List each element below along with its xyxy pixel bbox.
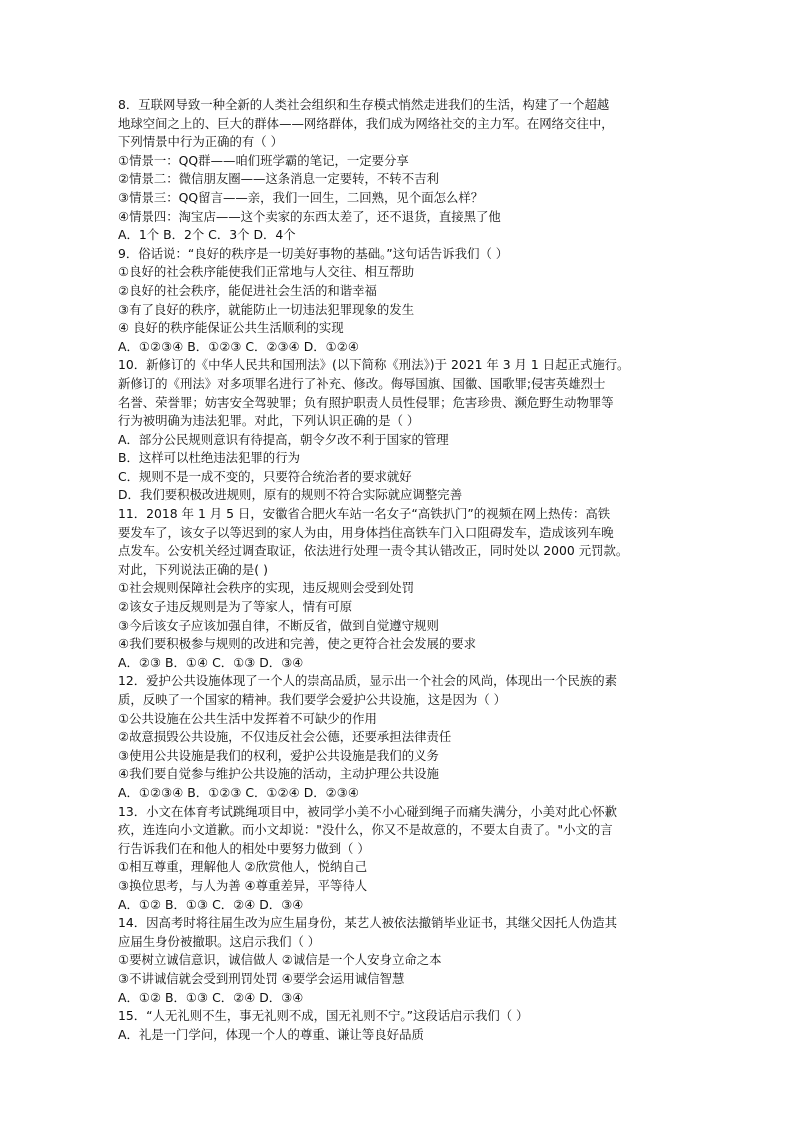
q12-option-3: ③使用公共设施是我们的权利，爱护公共设施是我们的义务	[118, 747, 439, 763]
q10-line-2: 新修订的《刑法》对多项罪名进行了补充、修改。侮辱国旗、国徽、国歌罪;侵害英雄烈士	[118, 375, 606, 391]
q12-line-1: 12．爱护公共设施体现了一个人的崇高品质，显示出一个社会的风尚，体现出一个民族的素	[118, 673, 618, 689]
q11-line-1: 11．2018 年 1 月 5 日，安徽省合肥火车站一名女子“高铁扒门”的视频在网上热传：高铁	[118, 506, 611, 522]
q13-options-3-4: ③换位思考，与人为善 ④尊重差异，平等待人	[118, 877, 368, 893]
q11-option-2: ②该女子违反规则是为了等家人，情有可原	[118, 599, 353, 615]
q8-option-2: ②情景二：微信朋友圈——这条消息一定要转，不转不吉利	[118, 171, 439, 187]
q11-line-2: 要发车了，该女子以等迟到的家人为由，用身体挡住高铁车门入口阻碍发车，造成该列车晚	[118, 524, 614, 540]
q11-option-1: ①社会规则保障社会秩序的实现，违反规则会受到处罚	[118, 580, 415, 596]
q11-answers: A．②③ B．①④ C．①③ D．③④	[118, 654, 304, 670]
q13-line-3: 行告诉我们在和他人的相处中要努力做到（ ）	[118, 840, 370, 856]
q15-answer-a: A．礼是一门学问，体现一个人的尊重、谦让等良好品质	[118, 1026, 424, 1042]
q13-line-2: 疚，连连向小文道歉。而小文却说："没什么，你又不是故意的，不要太自责了。"小文的言	[118, 822, 613, 838]
q14-answers: A．①② B．①③ C．②④ D．③④	[118, 989, 304, 1005]
q8-line-1: 8．互联网导致一种全新的人类社会组织和生存模式悄然走进我们的生活，构建了一个超越	[118, 97, 610, 112]
q10-line-1: 10．新修订的《中华人民共和国刑法》(以下简称《刑法》)于 2021 年 3 月 1 日起正式施行。	[118, 357, 630, 373]
q10-answer-b: B．这样可以杜绝违法犯罪的行为	[118, 450, 300, 466]
q13-answers: A．①② B．①③ C．②④ D．③④	[118, 896, 304, 912]
q14-options-1-2: ①要树立诚信意识，诚信做人 ②诚信是一个人安身立命之本	[118, 952, 442, 968]
q15-line-1: 15．“人无礼则不生，事无礼则不成，国无礼则不宁。”这段话启示我们（ ）	[118, 1008, 529, 1024]
q13-options-1-2: ①相互尊重，理解他人 ②欣赏他人，悦纳自己	[118, 859, 368, 875]
q11-line-3: 点发车。公安机关经过调查取证，依法进行处理一责令其认错改正，同时处以 2000 元罚款。	[118, 543, 629, 559]
q9-option-4: ④ 良好的秩序能保证公共生活顺利的实现	[118, 320, 344, 336]
q9-line-1: 9．俗话说：“良好的秩序是一切美好事物的基础。”这句话告诉我们（ ）	[118, 245, 509, 261]
q10-answer-a: A．部分公民规则意识有待提高，朝令夕改不利于国家的管理	[118, 431, 449, 447]
q12-option-2: ②故意损毁公共设施，不仅违反社会公德，还要承担法律责任	[118, 729, 452, 745]
q13-line-1: 13．小文在体育考试跳绳项目中，被同学小美不小心碰到绳子而痛失满分，小美对此心怀歉	[118, 803, 618, 819]
exam-questions	[118, 96, 684, 1044]
q8-answers: A．1个 B．2个 C．3个 D．4个	[118, 227, 296, 243]
q12-option-4: ④我们要自觉参与维护公共设施的活动，主动护理公共设施	[118, 766, 439, 782]
q12-line-2: 质，反映了一个国家的精神。我们要学会爱护公共设施，这是因为（ ）	[118, 692, 507, 707]
q10-answer-d: D．我们要积极改进规则，原有的规则不符合实际就应调整完善	[118, 487, 463, 503]
q14-line-1: 14．因高考时将往届生改为应生届身份，某艺人被依法撤销毕业证书，其继父因托人伪造其	[118, 915, 618, 931]
q8-option-1: ①情景一：QQ群——咱们班学霸的笔记，一定要分享	[118, 152, 409, 168]
q10-line-4: 行为被明确为违法犯罪。对此，下列认识正确的是（ ）	[118, 413, 420, 429]
q8-line-3: 下列情景中行为正确的有（ ）	[118, 134, 284, 150]
q10-line-3: 名誉、荣誉罪；妨害安全驾驶罪；负有照护职责人员性侵罪；危害珍贵、濒危野生动物罪等	[118, 394, 614, 410]
q11-option-3: ③今后该女子应该加强自律，不断反省，做到自觉遵守规则	[118, 617, 439, 633]
q10-answer-c: C．规则不是一成不变的，只要符合统治者的要求就好	[118, 468, 412, 484]
q9-option-3: ③有了良好的秩序，就能防止一切违法犯罪现象的发生	[118, 301, 415, 317]
q14-line-2: 应届生身份被撤职。这启示我们（ ）	[118, 933, 321, 949]
q11-option-4: ④我们要积极参与规则的改进和完善，使之更符合社会发展的要求	[118, 636, 477, 652]
q9-answers: A．①②③④ B．①②③ C．②③④ D．①②④	[118, 338, 359, 354]
q9-option-2: ②良好的社会秩序，能促进社会生活的和谐幸福	[118, 282, 377, 298]
q12-answers: A．①②③④ B．①②③ C．①②④ D．②③④	[118, 784, 359, 800]
q9-option-1: ①良好的社会秩序能使我们正常地与人交往、相互帮助	[118, 264, 415, 280]
q12-option-1: ①公共设施在公共生活中发挥着不可缺少的作用	[118, 710, 377, 726]
q8-option-4: ④情景四：淘宝店——这个卖家的东西太差了，还不退货，直接黑了他	[118, 208, 501, 224]
q14-options-3-4: ③不讲诚信就会受到刑罚处罚 ④要学会运用诚信智慧	[118, 970, 405, 986]
q11-line-4: 对此，下列说法正确的是( )	[118, 561, 268, 577]
q8-option-3: ③情景三：QQ留言——亲，我们一回生，二回熟，见个面怎么样？	[118, 189, 484, 205]
q8-line-2: 地球空间之上的、巨大的群体——网络群体，我们成为网络社交的主力军。在网络交往中，	[118, 115, 614, 131]
